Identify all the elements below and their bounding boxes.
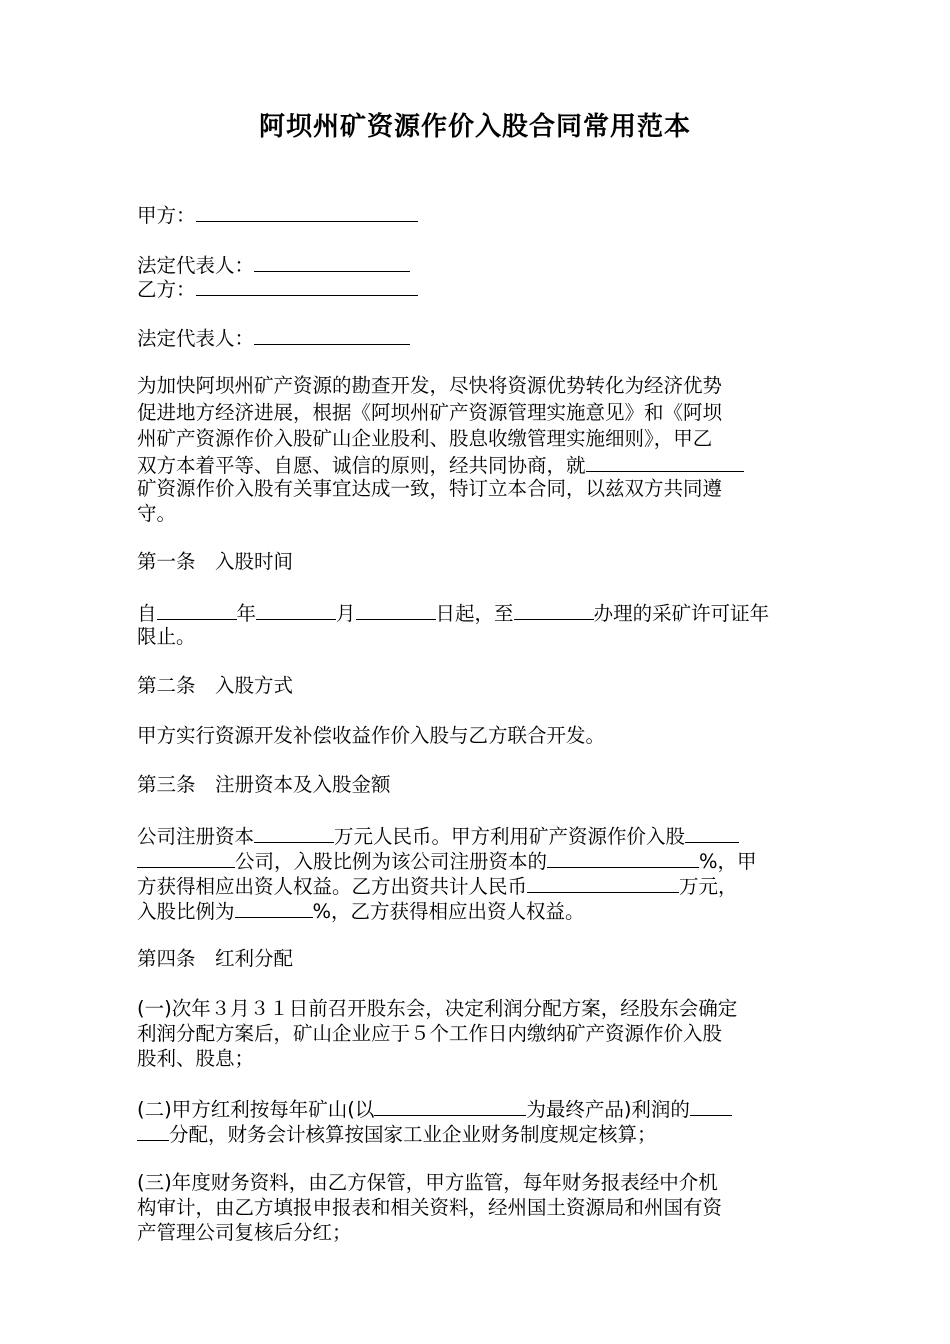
party-a-label: 甲方： xyxy=(137,204,196,227)
article-2-text: 甲方实行资源开发补偿收益作价入股与乙方联合开发。 xyxy=(137,724,606,747)
article-4-heading: 第四条 红利分配 xyxy=(137,947,294,970)
article-4-text: (二)甲方红利按每年矿山(以 xyxy=(137,1098,375,1121)
article-4-line xyxy=(137,1096,817,1122)
document-title: 阿坝州矿资源作价入股合同常用范本 xyxy=(258,112,691,142)
article-4-text: 为最终产品)利润的 xyxy=(526,1098,690,1121)
party-b-ratio-blank xyxy=(235,898,313,918)
party-b-label: 乙方： xyxy=(137,278,196,301)
article-4-line xyxy=(137,1121,817,1147)
party-b-rep-label: 法定代表人： xyxy=(137,327,255,350)
preamble-text: 双方本着平等、自愿、诚信的原则，经共同协商，就 xyxy=(137,454,586,477)
year-blank xyxy=(157,600,237,620)
article-1-line xyxy=(137,600,817,626)
article-4-line: 利润分配方案后，矿山企业应于５个工作日内缴纳矿产资源作价入股 xyxy=(137,1022,723,1045)
party-b-amount-blank xyxy=(527,873,679,893)
product-blank xyxy=(374,1096,526,1116)
preamble-line xyxy=(137,452,817,478)
day-blank xyxy=(356,600,436,620)
profit-ratio-blank-cont xyxy=(137,1121,169,1141)
article-3-line xyxy=(137,823,817,849)
article-1-text: 自 xyxy=(137,602,157,625)
party-a-line xyxy=(137,202,817,228)
preamble-line: 为加快阿坝州矿产资源的勘查开发，尽快将资源优势转化为经济优势 xyxy=(137,374,723,397)
article-3-text: 方获得相应出资人权益。乙方出资共计人民币 xyxy=(137,875,528,898)
article-1-line: 限止。 xyxy=(137,625,196,648)
article-4-line: (一)次年３月３１日前召开股东会，决定利润分配方案，经股东会确定 xyxy=(137,997,738,1020)
article-1-text: 日起，至 xyxy=(435,602,514,625)
party-a-rep-blank xyxy=(254,252,410,272)
article-4-text: 分配，财务会计核算按国家工业企业财务制度规定核算； xyxy=(169,1123,657,1146)
preamble-line: 守。 xyxy=(137,502,177,525)
mine-name-blank xyxy=(586,452,744,472)
article-1-text: 年 xyxy=(236,602,257,625)
article-3-text: 万元， xyxy=(679,875,738,898)
company-blank xyxy=(685,823,739,843)
article-3-text: 万元人民币。甲方利用矿产资源作价入股 xyxy=(334,825,686,848)
article-3-line xyxy=(137,848,817,874)
article-3-text: 公司，入股比例为该公司注册资本的 xyxy=(235,850,548,873)
article-3-text: %，乙方获得相应出资人权益。 xyxy=(312,900,585,923)
company-blank-cont xyxy=(137,848,235,868)
party-b-blank xyxy=(196,276,418,296)
party-a-blank xyxy=(196,202,418,222)
article-4-line: 构审计，由乙方填报申报表和相关资料，经州国土资源局和州国有资 xyxy=(137,1196,723,1219)
article-3-line xyxy=(137,898,817,924)
preamble-line: 矿资源作价入股有关事宜达成一致，特订立本合同，以兹双方共同遵 xyxy=(137,477,723,500)
month-blank xyxy=(256,600,336,620)
party-b-rep-line xyxy=(137,325,817,351)
preamble-line: 州矿产资源作价入股矿山企业股利、股息收缴管理实施细则》，甲乙 xyxy=(137,427,713,450)
party-a-ratio-blank xyxy=(547,848,699,868)
party-b-rep-blank xyxy=(254,325,410,345)
party-a-rep-line xyxy=(137,252,817,278)
article-3-heading: 第三条 注册资本及入股金额 xyxy=(137,773,391,796)
article-3-text: %，甲 xyxy=(699,850,757,873)
article-1-text: 月 xyxy=(336,602,356,625)
article-1-text: 办理的采矿许可证年 xyxy=(593,602,770,625)
article-3-line xyxy=(137,873,817,899)
end-blank xyxy=(514,600,594,620)
article-3-text: 公司注册资本 xyxy=(137,825,255,848)
party-a-rep-label: 法定代表人： xyxy=(137,254,255,277)
article-3-text: 入股比例为 xyxy=(137,900,235,923)
profit-ratio-blank xyxy=(690,1096,732,1116)
article-4-line: 股利、股息； xyxy=(137,1047,255,1070)
article-2-heading: 第二条 入股方式 xyxy=(137,674,294,697)
preamble-line: 促进地方经济进展，根据《阿坝州矿产资源管理实施意见》和《阿坝 xyxy=(137,401,723,424)
article-1-heading: 第一条 入股时间 xyxy=(137,550,294,573)
capital-blank xyxy=(254,823,334,843)
party-b-line xyxy=(137,276,817,302)
article-4-line: 产管理公司复核后分红； xyxy=(137,1221,352,1244)
article-4-line: (三)年度财务资料，由乙方保管，甲方监管，每年财务报表经中介机 xyxy=(137,1171,718,1194)
